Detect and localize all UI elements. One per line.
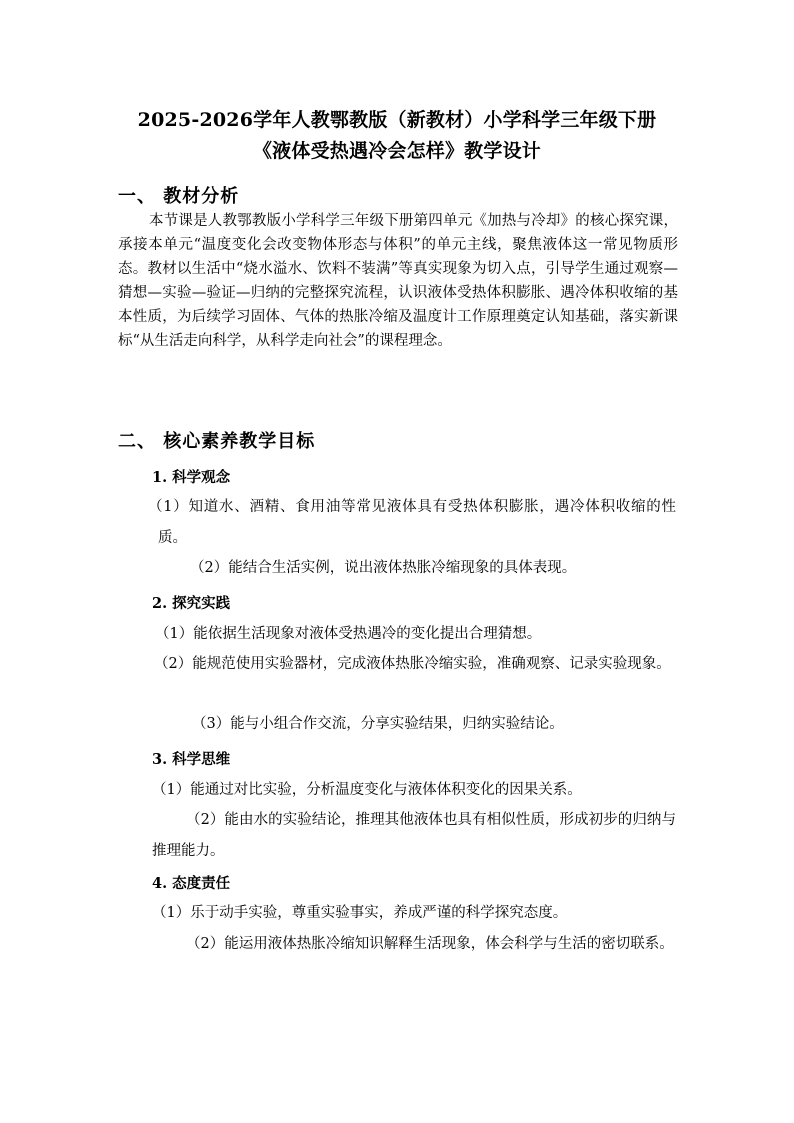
section-heading-textbook-analysis: 一、 教材分析 (118, 186, 240, 207)
objective-item: （1）能通过对比实验，分析温度变化与液体体积变化的因果关系。 (152, 782, 582, 798)
objective-group-title-2: 2. 探究实践 (152, 595, 231, 612)
objective-group-title-4: 4. 态度责任 (152, 875, 231, 892)
objective-group-title-3: 3. 科学思维 (152, 751, 231, 768)
objective-item: （2）能运用液体热胀冷缩知识解释生活现象，体会科学与生活的密切联系。 (186, 936, 674, 952)
objective-item: （1）知道水、酒精、食用油等常见液体具有受热体积膨胀，遇冷体积收缩的性质。 (148, 499, 676, 546)
objective-group-title-1: 1. 科学观念 (152, 469, 231, 486)
objective-item: （3）能与小组合作交流，分享实验结果，归纳实验结论。 (192, 716, 564, 732)
doc-title-line-2: 《液体受热遇冷会怎样》教学设计 (252, 140, 541, 162)
objective-item: （1）能依据生活现象对液体受热遇冷的变化提出合理猜想。 (155, 626, 542, 642)
doc-title-line-1: 2025-2026学年人教鄂教版（新教材）小学科学三年级下册 (137, 109, 657, 131)
objective-item: （2）能规范使用实验器材，完成液体热胀冷缩实验，准确观察、记录实验现象。 (154, 656, 671, 672)
section-heading-objectives: 二、 核心素养教学目标 (118, 431, 316, 452)
section-body-textbook-analysis: 本节课是人教鄂教版小学科学三年级下册第四单元《加热与冷却》的核心探究课，承接本单元“温度变化会改变物体形态与体积”的单元主线，聚焦液体这一常见物质形态。教材以生活中“烧水溢水、饮料不装满”等真实现象为切入点，引导学生通过观察—猜想—实验—验证—归纳的完整探究流程，认识液体受热体积膨胀、遇冷体积收缩的基本性质，为后续学习固体、气体的热胀冷缩及温度计工作原理奠定认知基础，落实新课标“从生活走向科学，从科学走向社会”的课程理念。 (118, 213, 678, 349)
objective-item: （2）能由水的实验结论，推理其他液体也具有相似性质，形成初步的归纳与推理能力。 (152, 812, 676, 859)
objective-item: （1）乐于动手实验，尊重实验事实，养成严谨的科学探究态度。 (152, 905, 568, 921)
objective-item: （2）能结合生活实例，说出液体热胀冷缩现象的具体表现。 (190, 560, 577, 576)
